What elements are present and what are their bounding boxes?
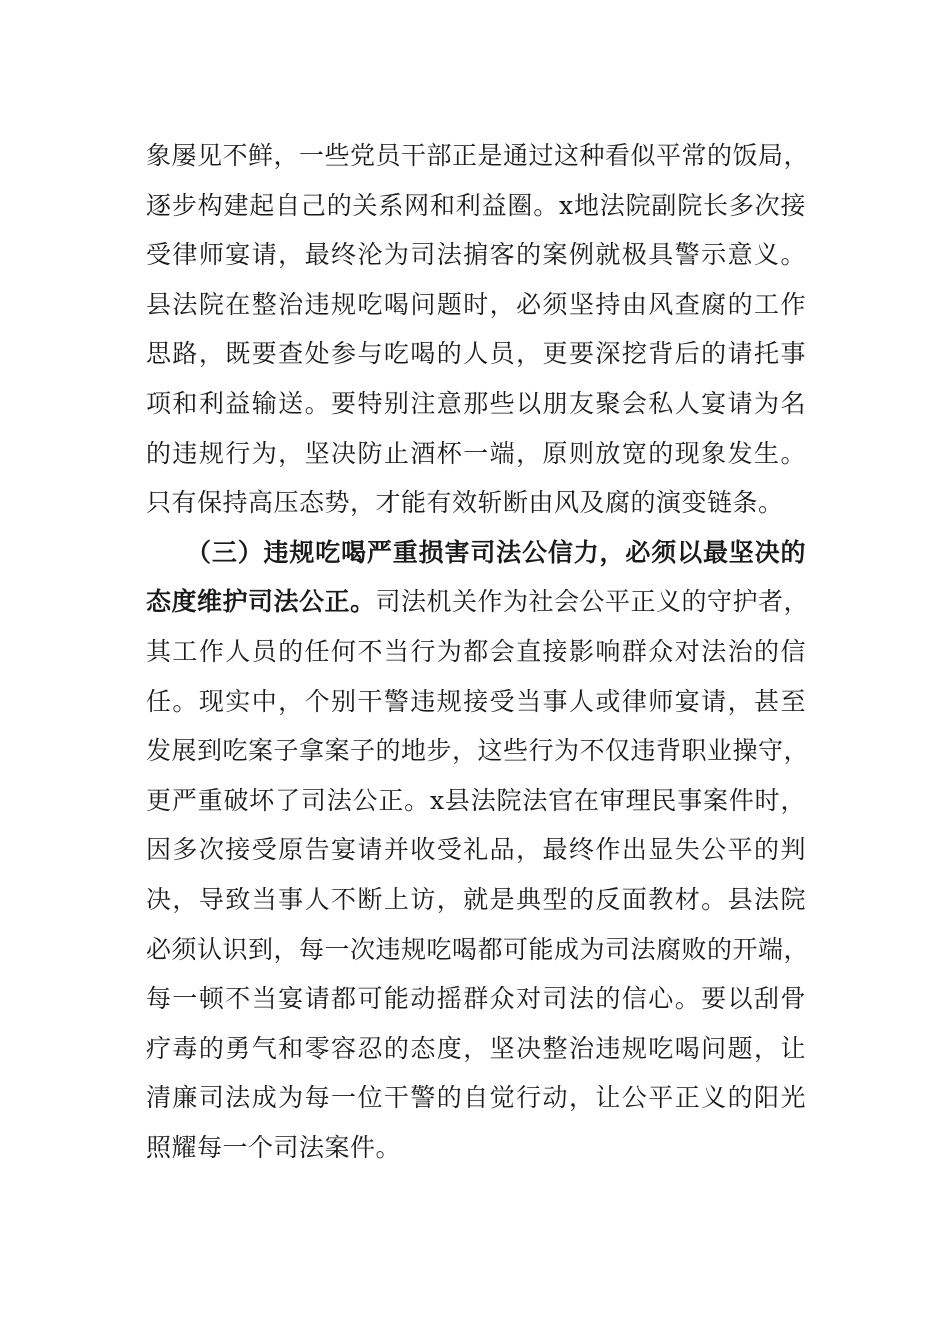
text-line: 其工作人员的任何不当行为都会直接影响群众对法治的信 [146,636,806,666]
text-line: 疗毒的勇气和零容忍的态度，坚决整治违规吃喝问题，让 [146,1033,806,1063]
text-line: 受律师宴请，最终沦为司法掮客的案例就极具警示意义。 [146,240,806,270]
text-line: 任。现实中，个别干警违规接受当事人或律师宴请，甚至 [146,686,806,716]
text-line: 思路，既要查处参与吃喝的人员，更要深挖背后的请托事 [146,339,806,369]
section-heading-line: （三）违规吃喝严重损害司法公信力，必须以最坚决的 [186,537,806,567]
text-line: 每一顿不当宴请都可能动摇群众对司法的信心。要以刮骨 [146,984,806,1014]
paragraph-2 [146,528,810,1173]
text-line: 照耀每一个司法案件。 [146,1132,402,1162]
text-line [146,577,810,627]
section-heading-end: 态度维护司法公正。 [146,587,376,617]
text-line: 县法院在整治违规吃喝问题时，必须坚持由风查腐的工作 [146,289,806,319]
text-run: 司法机关作为社会公平正义的守护者， [375,587,810,617]
text-line: 的违规行为，坚决防止酒杯一端，原则放宽的现象发生。 [146,438,806,468]
text-line: 逐步构建起自己的关系网和利益圈。x地法院副院长多次接 [146,190,806,220]
body-text [146,131,810,1172]
text-line: 决，导致当事人不断上访，就是典型的反面教材。县法院 [146,884,806,914]
text-line: 发展到吃案子拿案子的地步，这些行为不仅违背职业操守， [146,736,810,766]
text-line: 必须认识到，每一次违规吃喝都可能成为司法腐败的开端， [146,934,810,964]
text-line: 只有保持高压态势，才能有效斩断由风及腐的演变链条。 [146,488,784,518]
text-line: 项和利益输送。要特别注意那些以朋友聚会私人宴请为名 [146,388,806,418]
text-line: 象屡见不鲜，一些党员干部正是通过这种看似平常的饭局， [146,141,810,170]
paragraph-1 [146,131,810,528]
text-line: 清廉司法成为每一位干警的自觉行动，让公平正义的阳光 [146,1083,806,1113]
text-line: 更严重破坏了司法公正。x县法院法官在审理民事案件时， [146,785,806,815]
text-line: 因多次接受原告宴请并收受礼品，最终作出显失公平的判 [146,835,806,865]
